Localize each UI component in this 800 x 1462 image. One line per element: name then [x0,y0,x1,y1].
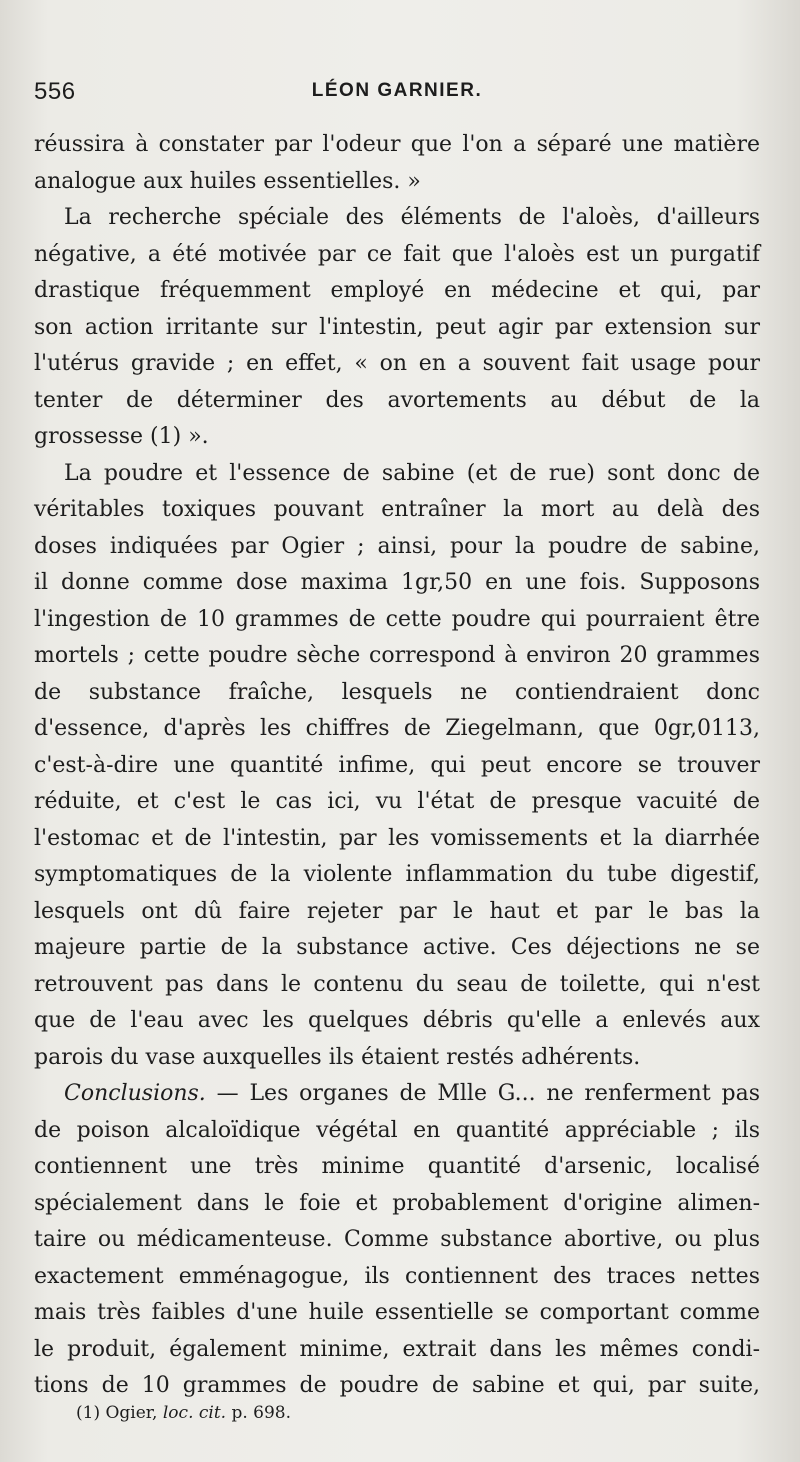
text-line: d'essence, d'après les chiffres de Ziegelmann, que 0gr,0113, [34,716,760,741]
text-line: l'estomac et de l'intestin, par les vomissements et la diarrhée [34,825,760,851]
text-line: c'est-à-dire une quantité infime, qui peut encore se trouver [34,752,760,778]
text-line: tenter de déterminer des avortements au début de la [34,387,760,413]
text-line: l'utérus gravide ; en effet, « on en a souvent fait usage pour [34,351,760,376]
text-line: taire ou médicamenteuse. Comme substance abortive, ou plus [34,1227,760,1252]
text-line: tions de 10 grammes de poudre de sabine et qui, par suite, [34,1373,760,1398]
text-line: contiennent une très minime quantité d'arsenic, localisé [34,1154,760,1179]
text-line: véritables toxiques pouvant entraîner la mort au delà des [34,497,760,522]
text-line: le produit, également minime, extrait dans les mêmes condi- [34,1336,760,1362]
text-line: négative, a été motivée par ce fait que l'aloès est un purgatif [34,241,760,267]
text-line: drastique fréquemment employé en médecine et qui, par [34,278,760,303]
text-line: réussira à constater par l'odeur que l'on a séparé une matière [34,132,760,157]
text-line: mortels ; cette poudre sèche correspond à environ 20 grammes [34,643,760,668]
text-line: La poudre et l'essence de sabine (et de rue) sont donc de [64,460,760,486]
text-line: grossesse (1) ». [34,424,209,449]
text-line: majeure partie de la substance active. Ces déjections ne se [34,935,760,960]
text-line: symptomatiques de la violente inflammation du tube digestif, [34,862,760,887]
text-line: La recherche spéciale des éléments de l'aloès, d'ailleurs [64,205,760,230]
footnote-prefix: (1) Ogier, [76,1403,163,1423]
text-line [34,1076,760,1113]
text-span: — Les organes de Mlle G... ne renferment pas [205,1081,760,1106]
text-line: exactement emménagogue, ils contiennent des traces nettes [34,1263,760,1289]
conclusions-heading: Conclusions. [64,1081,206,1106]
text-line: il donne comme dose maxima 1gr,50 en une fois. Supposons [34,570,760,595]
page-header [34,78,760,112]
text-line: que de l'eau avec les quelques débris qu'elle a enlevés aux [34,1008,760,1033]
text-line: analogue aux huiles essentielles. » [34,168,421,194]
text-line: mais très faibles d'une huile essentielle se comportant comme [34,1300,760,1325]
text-line: retrouvent pas dans le contenu du seau de toilette, qui n'est [34,971,760,997]
running-head: LÉON GARNIER. [311,80,483,101]
footnote [76,1403,291,1423]
text-line: lesquels ont dû faire rejeter par le haut et par le bas la [34,898,760,924]
footnote-suffix: p. 698. [226,1403,292,1423]
text-line: l'ingestion de 10 grammes de cette poudre qui pourraient être [34,606,760,632]
body-text [34,127,760,1405]
text-line: doses indiquées par Ogier ; ainsi, pour la poudre de sabine, [34,533,760,559]
text-line: de poison alcaloïdique végétal en quantité appréciable ; ils [34,1117,760,1143]
text-line: son action irritante sur l'intestin, peut agir par extension sur [34,314,760,340]
page-number: 556 [34,78,76,105]
text-line: de substance fraîche, lesquels ne contiendraient donc [34,679,760,705]
text-line: spécialement dans le foie et probablement d'origine alimen- [34,1190,760,1216]
text-line: réduite, et c'est le cas ici, vu l'état de presque vacuité de [34,789,760,814]
text-line: parois du vase auxquelles ils étaient restés adhérents. [34,1044,641,1070]
footnote-source: loc. cit. [162,1403,227,1423]
